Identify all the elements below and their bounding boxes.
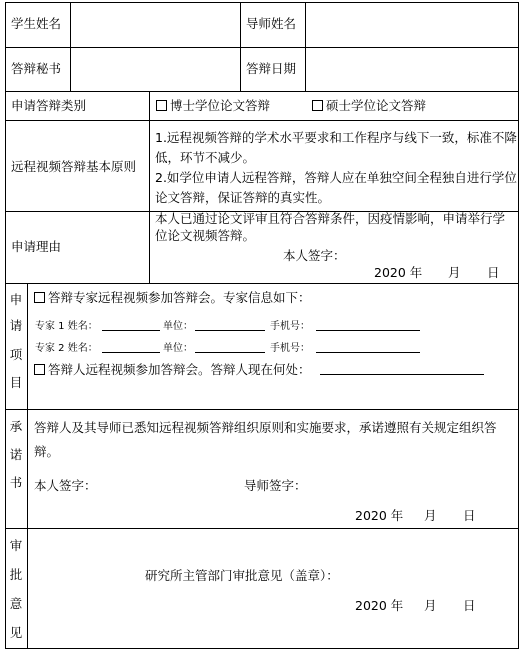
approval-date-month: 月 (424, 598, 437, 613)
principle-1: 1.远程视频答辩的学术水平要求和工作程序与线下一致，标准不降低，环节不减少。 (155, 130, 517, 165)
commitment-date-day: 日 (463, 508, 476, 523)
expert1-name-field[interactable] (102, 330, 160, 331)
table-border-top (5, 2, 519, 3)
advisor-signature-label: 导师签字： (244, 478, 307, 493)
reason-date-day: 日 (487, 265, 500, 280)
expert2-name-label: 专家 2 姓名： (35, 343, 98, 354)
principle-2: 2.如学位申请人远程答辩，答辩人应在单独空间全程独自进行学位论文答辩，保证答辩的真实性。 (155, 170, 517, 205)
student-location-field[interactable] (320, 374, 484, 375)
col-divider (70, 2, 71, 92)
approval-label-char: 审 (9, 538, 23, 553)
commitment-label-char: 书 (9, 475, 23, 490)
expert-option[interactable] (34, 289, 311, 306)
approval-label-char: 意 (9, 596, 23, 611)
commitment-label-char: 诺 (9, 447, 23, 462)
expert1-name-label: 专家 1 姓名： (35, 321, 98, 332)
col-divider (305, 2, 306, 92)
col-divider (149, 91, 150, 284)
reason-signature-label: 本人签字： (283, 248, 346, 263)
defense-date-label: 答辩日期 (246, 61, 297, 76)
reason-date-year: 2020 年 (374, 265, 423, 280)
commitment-date-month: 月 (424, 508, 437, 523)
expert1-unit-label: 单位： (163, 321, 193, 332)
category-label: 申请答辩类别 (11, 98, 87, 113)
option-master-label: 硕士学位论文答辩 (326, 98, 427, 113)
col-divider (240, 2, 241, 92)
row-divider (5, 409, 519, 410)
expert2-unit-label: 单位： (163, 343, 193, 354)
approval-text: 研究所主管部门审批意见（盖章）： (145, 568, 339, 583)
items-label-char: 目 (9, 375, 23, 390)
expert-option-label: 答辩专家远程视频参加答辩会。专家信息如下： (48, 290, 311, 305)
approval-label-char: 见 (9, 625, 23, 640)
items-label-char: 项 (9, 347, 23, 362)
row-divider (5, 528, 519, 529)
student-option-label: 答辩人远程视频参加答辩会。答辩人现在何处： (48, 362, 311, 377)
option-phd[interactable] (156, 97, 270, 114)
expert1-phone-label: 手机号： (270, 321, 310, 332)
secretary-label: 答辩秘书 (11, 61, 62, 76)
reason-date-month: 月 (448, 265, 461, 280)
expert2-unit-field[interactable] (195, 352, 265, 353)
row-divider (5, 91, 519, 92)
self-signature-label: 本人签字： (34, 478, 97, 493)
student-option[interactable] (34, 361, 311, 378)
student-checkbox[interactable] (34, 364, 45, 375)
option-phd-label: 博士学位论文答辩 (170, 98, 271, 113)
reason-label: 申请理由 (11, 239, 62, 254)
approval-date-year: 2020 年 (355, 598, 404, 613)
approval-date-day: 日 (463, 598, 476, 613)
principle-label: 远程视频答辩基本原则 (11, 159, 137, 174)
phd-checkbox[interactable] (156, 100, 167, 111)
expert-checkbox[interactable] (34, 292, 45, 303)
expert2-phone-field[interactable] (316, 352, 420, 353)
row-divider (5, 120, 519, 121)
items-label-char: 请 (9, 318, 23, 333)
option-master[interactable] (312, 97, 426, 114)
expert1-unit-field[interactable] (195, 330, 265, 331)
col-divider (27, 283, 28, 649)
commitment-date-year: 2020 年 (355, 508, 404, 523)
row-divider (5, 283, 519, 284)
expert2-name-field[interactable] (102, 352, 160, 353)
approval-label-char: 批 (9, 567, 23, 582)
commitment-text: 答辩人及其导师已悉知远程视频答辩组织原则和实施要求，承诺遵照有关规定组织答辩。 (34, 420, 497, 459)
student-name-label: 学生姓名 (11, 16, 62, 31)
table-border-right (518, 2, 519, 649)
reason-text: 本人已通过论文评审且符合答辩条件，因疫情影响，申请举行学位论文视频答辩。 (155, 211, 506, 243)
expert1-phone-field[interactable] (316, 330, 420, 331)
table-border-bottom (5, 648, 519, 649)
commitment-label-char: 承 (9, 419, 23, 434)
advisor-name-label: 导师姓名 (246, 16, 297, 31)
expert2-phone-label: 手机号： (270, 343, 310, 354)
row-divider (5, 47, 519, 48)
master-checkbox[interactable] (312, 100, 323, 111)
items-label-char: 申 (9, 292, 23, 307)
